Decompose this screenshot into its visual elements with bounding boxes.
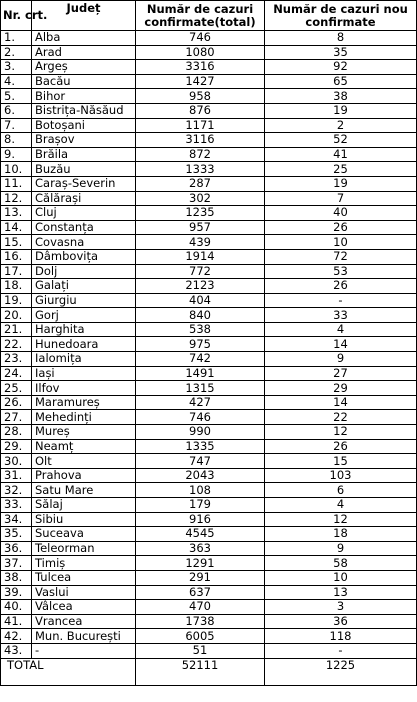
total-confirmed: 742 — [136, 352, 265, 367]
county-name: Brăila — [32, 147, 136, 162]
table-row — [1, 570, 417, 585]
table-row — [1, 89, 417, 104]
new-confirmed: 12 — [265, 425, 417, 440]
table-row — [1, 483, 417, 498]
new-confirmed: - — [265, 643, 417, 658]
county-name: Iași — [32, 366, 136, 381]
county-name: Maramureș — [32, 395, 136, 410]
table-body — [1, 31, 417, 659]
total-new-sum: 1225 — [265, 658, 417, 685]
table-row — [1, 381, 417, 396]
county-name: Prahova — [32, 468, 136, 483]
total-confirmed: 1291 — [136, 556, 265, 571]
county-name: Buzău — [32, 162, 136, 177]
new-confirmed: 92 — [265, 60, 417, 75]
table-row — [1, 191, 417, 206]
new-confirmed: 19 — [265, 176, 417, 191]
table-row — [1, 235, 417, 250]
county-name: Ialomița — [32, 352, 136, 367]
new-confirmed: 118 — [265, 629, 417, 644]
county-name: Botoșani — [32, 118, 136, 133]
row-number: 20. — [1, 308, 32, 323]
new-confirmed: 10 — [265, 235, 417, 250]
county-name: Mehedinți — [32, 410, 136, 425]
row-number: 1. — [1, 31, 32, 46]
total-confirmed: 916 — [136, 512, 265, 527]
new-confirmed: 12 — [265, 512, 417, 527]
county-name: Dâmbovița — [32, 249, 136, 264]
row-number: 19. — [1, 293, 32, 308]
row-number: 17. — [1, 264, 32, 279]
county-name: Hunedoara — [32, 337, 136, 352]
total-confirmed: 108 — [136, 483, 265, 498]
total-confirmed-sum: 52111 — [136, 658, 265, 685]
total-confirmed: 2123 — [136, 279, 265, 294]
county-name: Constanța — [32, 220, 136, 235]
county-name: Sibiu — [32, 512, 136, 527]
county-name: Gorj — [32, 308, 136, 323]
table-row — [1, 629, 417, 644]
table-row — [1, 322, 417, 337]
new-confirmed: 35 — [265, 45, 417, 60]
row-number: 16. — [1, 249, 32, 264]
county-name: Neamț — [32, 439, 136, 454]
table-row — [1, 337, 417, 352]
table-row — [1, 512, 417, 527]
table-row — [1, 352, 417, 367]
total-confirmed: 291 — [136, 570, 265, 585]
total-confirmed: 990 — [136, 425, 265, 440]
county-name: Harghita — [32, 322, 136, 337]
county-name: Vrancea — [32, 614, 136, 629]
row-number: 38. — [1, 570, 32, 585]
total-confirmed: 1491 — [136, 366, 265, 381]
county-name: Mureș — [32, 425, 136, 440]
table-row — [1, 60, 417, 75]
new-confirmed: 38 — [265, 89, 417, 104]
total-confirmed: 1738 — [136, 614, 265, 629]
total-confirmed: 1333 — [136, 162, 265, 177]
county-name: Timiș — [32, 556, 136, 571]
row-number: 6. — [1, 103, 32, 118]
new-confirmed: 22 — [265, 410, 417, 425]
header-row — [1, 1, 417, 31]
county-name: Caraș-Severin — [32, 176, 136, 191]
total-confirmed: 363 — [136, 541, 265, 556]
table-row — [1, 264, 417, 279]
new-confirmed: 103 — [265, 468, 417, 483]
total-confirmed: 1914 — [136, 249, 265, 264]
row-number: 10. — [1, 162, 32, 177]
table-row — [1, 133, 417, 148]
new-confirmed: 40 — [265, 206, 417, 221]
total-confirmed: 439 — [136, 235, 265, 250]
table-row — [1, 498, 417, 513]
table-row — [1, 425, 417, 440]
table-row — [1, 643, 417, 658]
total-confirmed: 958 — [136, 89, 265, 104]
new-confirmed: 19 — [265, 103, 417, 118]
row-number: 31. — [1, 468, 32, 483]
row-number: 43. — [1, 643, 32, 658]
new-confirmed: 65 — [265, 74, 417, 89]
row-number: 18. — [1, 279, 32, 294]
row-number: 33. — [1, 498, 32, 513]
new-confirmed: 7 — [265, 191, 417, 206]
new-confirmed: 2 — [265, 118, 417, 133]
row-number: 3. — [1, 60, 32, 75]
county-name: Teleorman — [32, 541, 136, 556]
row-number: 2. — [1, 45, 32, 60]
row-number: 25. — [1, 381, 32, 396]
county-name: Vaslui — [32, 585, 136, 600]
new-confirmed: 26 — [265, 279, 417, 294]
new-confirmed: 41 — [265, 147, 417, 162]
row-number: 29. — [1, 439, 32, 454]
new-confirmed: 9 — [265, 541, 417, 556]
row-number: 11. — [1, 176, 32, 191]
new-confirmed: 26 — [265, 439, 417, 454]
total-confirmed: 287 — [136, 176, 265, 191]
table-row — [1, 220, 417, 235]
row-number: 36. — [1, 541, 32, 556]
new-confirmed: 33 — [265, 308, 417, 323]
total-confirmed: 637 — [136, 585, 265, 600]
table-row — [1, 206, 417, 221]
new-confirmed: 29 — [265, 381, 417, 396]
county-name: Suceava — [32, 527, 136, 542]
new-confirmed: - — [265, 293, 417, 308]
total-row — [1, 658, 417, 685]
table-row — [1, 366, 417, 381]
table-row — [1, 395, 417, 410]
new-confirmed: 4 — [265, 322, 417, 337]
total-confirmed: 6005 — [136, 629, 265, 644]
total-confirmed: 4545 — [136, 527, 265, 542]
row-number: 32. — [1, 483, 32, 498]
table-row — [1, 439, 417, 454]
row-number: 34. — [1, 512, 32, 527]
table-row — [1, 147, 417, 162]
total-confirmed: 427 — [136, 395, 265, 410]
new-confirmed: 14 — [265, 395, 417, 410]
total-confirmed: 747 — [136, 454, 265, 469]
new-confirmed: 58 — [265, 556, 417, 571]
new-confirmed: 6 — [265, 483, 417, 498]
new-confirmed: 9 — [265, 352, 417, 367]
total-confirmed: 470 — [136, 600, 265, 615]
header-nr: Nr. crt. — [1, 1, 32, 31]
county-name: Giurgiu — [32, 293, 136, 308]
table-row — [1, 454, 417, 469]
county-name: Argeș — [32, 60, 136, 75]
total-confirmed: 1335 — [136, 439, 265, 454]
new-confirmed: 15 — [265, 454, 417, 469]
row-number: 23. — [1, 352, 32, 367]
header-county: Județ — [32, 1, 136, 31]
county-name: Ilfov — [32, 381, 136, 396]
total-confirmed: 1171 — [136, 118, 265, 133]
table-row — [1, 176, 417, 191]
total-confirmed: 3316 — [136, 60, 265, 75]
county-name: Galați — [32, 279, 136, 294]
row-number: 14. — [1, 220, 32, 235]
header-total-confirmed: Număr de cazuri confirmate(total) — [136, 1, 265, 31]
county-name: Mun. București — [32, 629, 136, 644]
table-row — [1, 410, 417, 425]
table-row — [1, 600, 417, 615]
new-confirmed: 27 — [265, 366, 417, 381]
county-name: Călărași — [32, 191, 136, 206]
new-confirmed: 26 — [265, 220, 417, 235]
total-confirmed: 746 — [136, 31, 265, 46]
new-confirmed: 13 — [265, 585, 417, 600]
total-confirmed: 876 — [136, 103, 265, 118]
table-row — [1, 118, 417, 133]
table-row — [1, 293, 417, 308]
table-row — [1, 74, 417, 89]
row-number: 35. — [1, 527, 32, 542]
total-confirmed: 538 — [136, 322, 265, 337]
row-number: 22. — [1, 337, 32, 352]
total-confirmed: 1235 — [136, 206, 265, 221]
county-name: - — [32, 643, 136, 658]
total-confirmed: 1427 — [136, 74, 265, 89]
table-row — [1, 614, 417, 629]
county-name: Alba — [32, 31, 136, 46]
total-confirmed: 975 — [136, 337, 265, 352]
county-name: Bistrița-Năsăud — [32, 103, 136, 118]
county-name: Covasna — [32, 235, 136, 250]
total-confirmed: 404 — [136, 293, 265, 308]
county-name: Sălaj — [32, 498, 136, 513]
new-confirmed: 4 — [265, 498, 417, 513]
table-row — [1, 31, 417, 46]
county-name: Dolj — [32, 264, 136, 279]
row-number: 39. — [1, 585, 32, 600]
row-number: 9. — [1, 147, 32, 162]
total-confirmed: 1315 — [136, 381, 265, 396]
new-confirmed: 72 — [265, 249, 417, 264]
total-confirmed: 51 — [136, 643, 265, 658]
new-confirmed: 52 — [265, 133, 417, 148]
table-row — [1, 585, 417, 600]
row-number: 4. — [1, 74, 32, 89]
table-row — [1, 45, 417, 60]
table-row — [1, 308, 417, 323]
table-row — [1, 162, 417, 177]
total-confirmed: 746 — [136, 410, 265, 425]
table-row — [1, 556, 417, 571]
new-confirmed: 18 — [265, 527, 417, 542]
total-confirmed: 957 — [136, 220, 265, 235]
total-confirmed: 3116 — [136, 133, 265, 148]
county-name: Olt — [32, 454, 136, 469]
row-number: 42. — [1, 629, 32, 644]
county-name: Tulcea — [32, 570, 136, 585]
total-confirmed: 840 — [136, 308, 265, 323]
row-number: 15. — [1, 235, 32, 250]
total-label: TOTAL — [1, 658, 136, 685]
new-confirmed: 36 — [265, 614, 417, 629]
county-name: Bacău — [32, 74, 136, 89]
total-confirmed: 1080 — [136, 45, 265, 60]
row-number: 8. — [1, 133, 32, 148]
row-number: 13. — [1, 206, 32, 221]
total-confirmed: 179 — [136, 498, 265, 513]
table-row — [1, 249, 417, 264]
row-number: 40. — [1, 600, 32, 615]
new-confirmed: 14 — [265, 337, 417, 352]
total-confirmed: 872 — [136, 147, 265, 162]
header-new-confirmed: Număr de cazuri nou confirmate — [265, 1, 417, 31]
new-confirmed: 10 — [265, 570, 417, 585]
row-number: 26. — [1, 395, 32, 410]
table-row — [1, 468, 417, 483]
new-confirmed: 8 — [265, 31, 417, 46]
county-name: Vâlcea — [32, 600, 136, 615]
row-number: 28. — [1, 425, 32, 440]
row-number: 21. — [1, 322, 32, 337]
row-number: 30. — [1, 454, 32, 469]
row-number: 5. — [1, 89, 32, 104]
table-row — [1, 279, 417, 294]
table-row — [1, 527, 417, 542]
row-number: 12. — [1, 191, 32, 206]
row-number: 37. — [1, 556, 32, 571]
table-row — [1, 541, 417, 556]
row-number: 27. — [1, 410, 32, 425]
new-confirmed: 25 — [265, 162, 417, 177]
new-confirmed: 53 — [265, 264, 417, 279]
table-row — [1, 103, 417, 118]
row-number: 24. — [1, 366, 32, 381]
county-name: Satu Mare — [32, 483, 136, 498]
row-number: 41. — [1, 614, 32, 629]
total-confirmed: 2043 — [136, 468, 265, 483]
total-confirmed: 772 — [136, 264, 265, 279]
county-name: Cluj — [32, 206, 136, 221]
row-number: 7. — [1, 118, 32, 133]
county-name: Arad — [32, 45, 136, 60]
county-name: Bihor — [32, 89, 136, 104]
county-name: Brașov — [32, 133, 136, 148]
total-confirmed: 302 — [136, 191, 265, 206]
new-confirmed: 3 — [265, 600, 417, 615]
